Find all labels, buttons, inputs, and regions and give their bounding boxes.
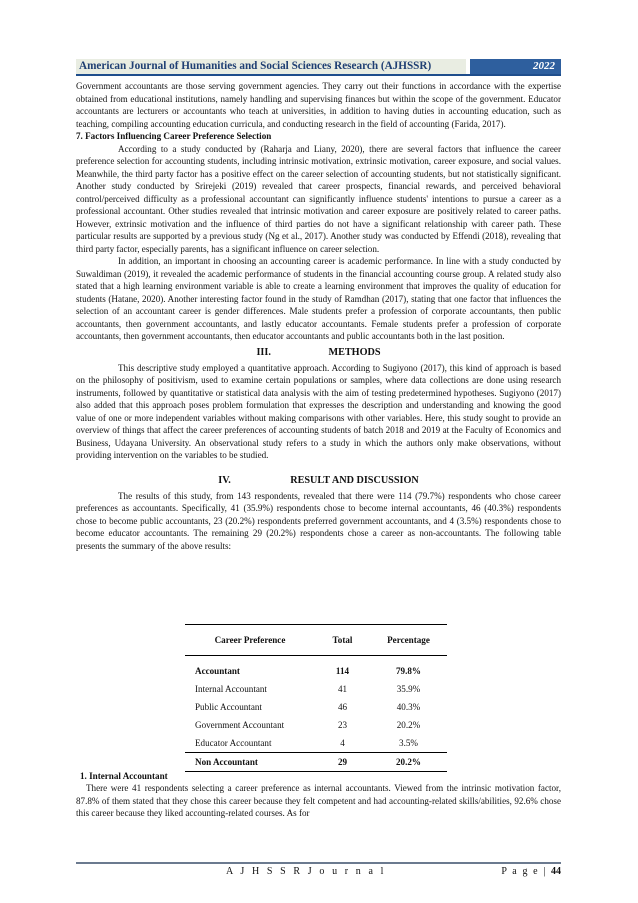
- table-cell: 46: [337, 702, 348, 712]
- paragraph-factors: According to a study conducted by (Raharja and Liany, 2020), there are several factors that influence the career preference selection for accounting students, including intrinsic motivation, extrinsic motivation, career exposure, and social values. Meanwhile, the third party factor has a positive effect on the career selection of accounting students, but not statistically significant. Another study conducted by Srirejeki (2019) revealed that career prospects, financial rewards, and perceived behavioral control/perceived difficulty as a professional accountant can significantly influence students' intentions to pursue a career as a professional accountant. Other studies revealed that intrinsic motivation and career exposure are positively related to career paths. However, extrinsic motivation and the influence of third parties do not have a significant relationship with career path. These particular results are supported by a previous study (Ng et al., 2017). Another study was conducted by Effendi (2018), revealing that third party factor, especially parents, has a significant influence on career selection.: [76, 143, 561, 254]
- footer-journal: A J H S S R J o u r n a l: [226, 866, 387, 877]
- table-cell: 20.2%: [396, 720, 421, 730]
- table-row: [185, 734, 447, 753]
- table-row: [185, 716, 447, 734]
- main-text: [76, 80, 561, 552]
- table-cell: 40.3%: [396, 702, 421, 712]
- journal-year: 2022: [470, 59, 561, 74]
- table-cell: 35.9%: [396, 684, 421, 694]
- column-header: Total: [315, 625, 370, 656]
- table-row: [185, 680, 447, 698]
- subheading-factors: 7. Factors Influencing Career Preference Selection: [76, 131, 272, 141]
- trailing-text: [76, 782, 561, 820]
- subheading-internal-accountant: 1. Internal Accountant: [80, 771, 168, 781]
- table-cell: Internal Accountant: [195, 684, 267, 694]
- table-cell: Educator Accountant: [195, 738, 272, 748]
- journal-name: American Journal of Humanities and Social Sciences Research (AJHSSR): [76, 59, 466, 74]
- column-header: Percentage: [370, 625, 447, 656]
- page-label: P a g e |: [501, 866, 551, 877]
- section-heading-methods: [76, 346, 561, 360]
- journal-header: [76, 57, 561, 76]
- paragraph-methods: This descriptive study employed a quantitative approach. According to Sugiyono (2017), this kind of approach is based on the philosophy of positivism, used to examine certain populations or samples, where data collections are done using research instruments, followed by quantitative or statistical data analysis with the aim of testing predetermined hypotheses. Sugiyono (2017) also added that this approach poses problem formulation that expresses the description and understanding and knowing the good value of one or more independent variables without making comparisons with other variables. Here, this study sought to provide an overview of things that affect the career preferences of accounting students of batch 2018 and 2019 at the Faculty of Economics and Business, Udayana University. An observational study refers to a study in which the authors only make observations, without providing intervention on the variables to be studied.: [76, 362, 561, 460]
- table-row: [185, 698, 447, 716]
- results-table: [185, 624, 447, 772]
- table-cell: 20.2%: [370, 753, 447, 772]
- table-cell: 79.8%: [395, 666, 421, 676]
- paragraph-academic-performance: In addition, an important in choosing an accounting career is academic performance. In line with a study conducted by Suwaldiman (2019), it revealed the academic performance of students in the financial accounting course group. A related study also stated that a high learning environment variable is able to create a learning environment that improves the quality of education for students (Hatane, 2020). Another interesting factor found in the study of Ramdhan (2017), stating that one factor that influences the selection of an accountant career is gender differences. Male students prefer a profession of corporate accountants, then public accountants, then government accountants, and lastly educator accountants. Female students prefer a profession of corporate accountants, then government accountants, then educator accountants and public accountants both in the last position.: [76, 256, 561, 341]
- footer-page: [501, 866, 561, 877]
- section-number: III.: [256, 346, 271, 358]
- table-cell: 23: [337, 720, 348, 730]
- table-cell: Public Accountant: [195, 702, 262, 712]
- table-header-row: [185, 625, 447, 656]
- table-row: [185, 656, 447, 681]
- page-number: 44: [551, 866, 561, 877]
- section-title-text: RESULT AND DISCUSSION: [290, 474, 419, 486]
- section-number: IV.: [218, 474, 231, 486]
- table-cell: 4: [340, 738, 345, 748]
- paragraph-internal-accountant: There were 41 respondents selecting a career preference as internal accountants. Viewed from the intrinsic motivation factor, 87.8% of them stated that they chose this career because they felt competent and had accounting-related skills/abilities, 92.6% chose this career because they liked accounting-related courses. As for: [76, 783, 561, 818]
- table-cell: 41: [337, 684, 348, 694]
- table-cell: Government Accountant: [195, 720, 285, 730]
- paragraph-government-accountants: Government accountants are those serving government agencies. They carry out their functions in accordance with the expertise obtained from educational institutions, namely handling and supervising finances but within the scope of the government. Educator accountants are lecturers or accountants who teach at universities, in addition to having duties in accounting education, such as teaching, compiling accounting education curricula, and conducting research in the field of accounting (Farida, 2017).: [76, 81, 561, 129]
- column-header: Career Preference: [185, 625, 315, 656]
- table-cell: 114: [335, 666, 350, 676]
- section-heading-results: [76, 474, 561, 488]
- page-footer: [76, 862, 561, 878]
- table-cell: Non Accountant: [185, 753, 315, 772]
- section-title-text: METHODS: [328, 346, 381, 358]
- table-cell: 29: [315, 753, 370, 772]
- paragraph-results: The results of this study, from 143 respondents, revealed that there were 114 (79.7%) respondents who chose career preferences as accountants. Specifically, 41 (35.9%) respondents chose to become internal accountants, 46 (40.3%) respondents chose to become public accountants, 23 (20.2%) respondents preferred government accountants, and 4 (3.5%) respondents chose to become educator accountants. The remaining 29 (20.2%) respondents chose a career as non-accountants. The following table presents the summary of the above results:: [76, 490, 561, 551]
- table-cell: Accountant: [195, 666, 240, 676]
- table-cell: 3.5%: [399, 738, 418, 748]
- table-row: [185, 753, 447, 772]
